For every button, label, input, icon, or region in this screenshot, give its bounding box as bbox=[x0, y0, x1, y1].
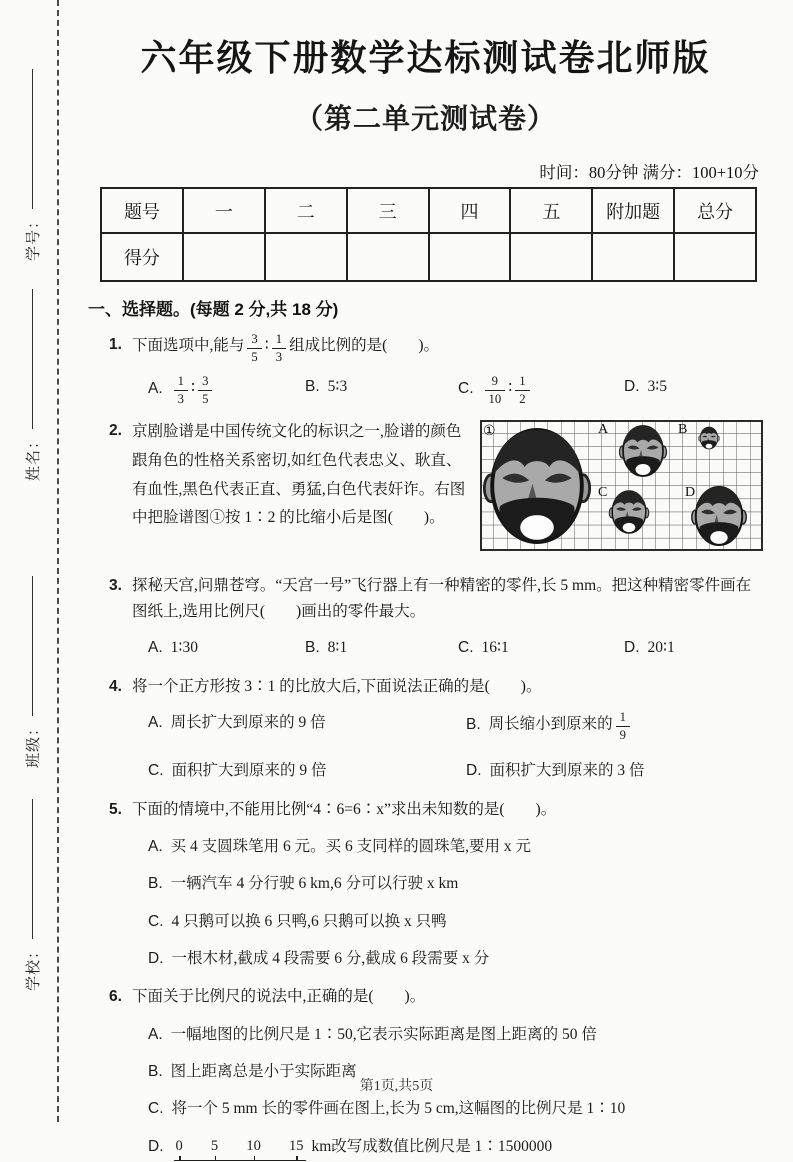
question-6 bbox=[88, 984, 763, 1162]
question-3-stem: 探秘天宫,问鼎苍穹。“天宫一号”飞行器上有一种精密的零件,长 5 mm。把这种精密零件画在图纸上,选用比例尺( )画出的零件最大。 bbox=[132, 576, 752, 621]
question-3 bbox=[88, 573, 763, 662]
question-6-number: 6. bbox=[109, 988, 122, 1006]
question-5-number: 5. bbox=[109, 800, 122, 818]
mask-label-b: B bbox=[678, 422, 688, 438]
scale-tick-5: 5 bbox=[209, 1134, 220, 1161]
q1-option-a-frac2 bbox=[198, 374, 212, 406]
q1-fraction-1 bbox=[247, 332, 261, 364]
q1-fraction-2 bbox=[272, 332, 286, 364]
question-3-number: 3. bbox=[109, 576, 122, 594]
q3-option-d-label: D. bbox=[624, 639, 640, 657]
score-cell-empty bbox=[429, 233, 511, 281]
score-table bbox=[100, 187, 757, 282]
paper-main-column bbox=[88, 0, 763, 1162]
q1-option-b-label: B. bbox=[305, 378, 320, 396]
q4-option-c-label: C. bbox=[148, 762, 164, 780]
q6-option-c bbox=[148, 1096, 763, 1122]
scale-tick-10: 10 bbox=[244, 1134, 263, 1161]
q1a-f1d: 3 bbox=[177, 391, 185, 406]
q4-option-a bbox=[148, 710, 466, 742]
question-1-stem bbox=[132, 332, 439, 364]
q3-option-b-label: B. bbox=[305, 639, 320, 657]
question-2-stem: 京剧脸谱是中国传统文化的标识之一,脸谱的颜色跟角色的性格关系密切,如红色代表忠义、耿直、有血性,黑色代表正直、勇猛,白色代表奸诈。右图中把脸谱图①按 1∶2 的比缩小后是图( )。 bbox=[132, 423, 466, 527]
q3-option-c-text: 16∶1 bbox=[481, 639, 509, 657]
q1c-f1n: 9 bbox=[485, 374, 506, 391]
question-4 bbox=[88, 674, 763, 785]
q5-option-d-text: 一根木材,截成 4 段需要 6 分,截成 6 段需要 x 分 bbox=[171, 950, 490, 967]
q4-option-d bbox=[466, 758, 763, 784]
sidebar-field-school bbox=[17, 799, 47, 991]
score-cell-empty bbox=[510, 233, 592, 281]
score-header-four: 四 bbox=[429, 188, 511, 233]
score-header-three: 三 bbox=[347, 188, 429, 233]
q4-option-b-text: 周长缩小到原来的 bbox=[488, 715, 613, 733]
q5-option-c-text: 4 只鹅可以换 6 只鸭,6 只鹅可以换 x 只鸭 bbox=[171, 912, 447, 930]
q6-option-d-label: D. bbox=[148, 1137, 164, 1155]
q1c-f2n: 1 bbox=[515, 374, 529, 391]
question-3-options bbox=[132, 635, 763, 661]
q6-option-a bbox=[148, 1022, 763, 1048]
score-header-extra: 附加题 bbox=[592, 188, 674, 233]
q6-option-d bbox=[148, 1134, 763, 1162]
q4-option-a-label: A. bbox=[148, 714, 163, 732]
question-1-options bbox=[132, 374, 763, 406]
q4-option-a-text: 周长扩大到原来的 9 倍 bbox=[170, 714, 326, 732]
question-4-stem: 将一个正方形按 3∶1 的比放大后,下面说法正确的是( )。 bbox=[132, 677, 542, 695]
score-cell-empty bbox=[347, 233, 429, 281]
q1-option-a bbox=[148, 374, 305, 406]
mask-label-source: ① bbox=[483, 424, 496, 440]
q1-option-c-frac2 bbox=[515, 374, 529, 406]
q1-option-d bbox=[624, 374, 763, 406]
q3-option-d bbox=[624, 635, 763, 661]
q1-frac1-numerator: 3 bbox=[247, 332, 261, 349]
opera-mask-figure bbox=[480, 420, 763, 560]
q1-option-a-frac1 bbox=[174, 374, 188, 406]
scale-tick-15: 15 bbox=[287, 1134, 306, 1161]
score-header-total: 总分 bbox=[674, 188, 756, 233]
q3-option-a-label: A. bbox=[148, 639, 163, 657]
q4-option-b-label: B. bbox=[466, 715, 481, 733]
school-label: 学校： bbox=[24, 942, 42, 991]
q4-option-d-label: D. bbox=[466, 762, 482, 780]
q1-frac1-denominator: 5 bbox=[251, 349, 258, 364]
question-2-number: 2. bbox=[109, 422, 122, 440]
q6-option-a-label: A. bbox=[148, 1025, 163, 1043]
q4b-frac-den: 9 bbox=[619, 727, 627, 742]
q5-option-b-label: B. bbox=[148, 875, 163, 893]
sidebar-field-name bbox=[17, 289, 47, 481]
page-title: 六年级下册数学达标测试卷北师版 bbox=[140, 37, 711, 78]
q1c-f2d: 2 bbox=[519, 391, 526, 406]
q1-option-b-text: 5∶3 bbox=[327, 378, 348, 396]
name-blank-line bbox=[31, 289, 33, 429]
score-table-header-row bbox=[101, 188, 756, 233]
score-row-label: 得分 bbox=[101, 233, 183, 281]
question-6-stem: 下面关于比例尺的说法中,正确的是( )。 bbox=[132, 988, 426, 1006]
score-header-two: 二 bbox=[265, 188, 347, 233]
student-number-blank-line bbox=[31, 69, 33, 209]
q5-option-d-label: D. bbox=[148, 950, 164, 967]
score-cell-empty bbox=[265, 233, 347, 281]
class-blank-line bbox=[31, 576, 33, 716]
q1-option-d-label: D. bbox=[624, 378, 640, 396]
q6-option-c-text: 将一个 5 mm 长的零件画在图上,长为 5 cm,这幅图的比例尺是 1∶10 bbox=[171, 1100, 626, 1118]
mask-label-c: C bbox=[598, 485, 608, 501]
q5-option-b-text: 一辆汽车 4 分行驶 6 km,6 分可以行驶 x km bbox=[170, 875, 459, 893]
question-4-number: 4. bbox=[109, 677, 122, 695]
q1a-f2n: 3 bbox=[198, 374, 212, 391]
class-label: 班级： bbox=[24, 719, 42, 768]
page-subtitle: （第二单元测试卷） bbox=[294, 103, 556, 134]
q3-option-a bbox=[148, 635, 305, 661]
sidebar-field-class bbox=[17, 576, 47, 768]
mask-label-a: A bbox=[598, 422, 609, 438]
question-4-options bbox=[132, 710, 763, 785]
q3-option-b-text: 8∶1 bbox=[327, 639, 348, 657]
q3-option-d-text: 20∶1 bbox=[647, 639, 675, 657]
q1a-f2d: 5 bbox=[202, 391, 209, 406]
q5-option-a-text: 买 4 支圆珠笔用 6 元。买 6 支同样的圆珠笔,要用 x 元 bbox=[170, 837, 532, 855]
q3-option-a-text: 1∶30 bbox=[170, 639, 198, 657]
q4b-frac-num: 1 bbox=[616, 710, 630, 727]
q6-option-c-label: C. bbox=[148, 1100, 164, 1118]
q1-option-a-sep: ∶ bbox=[191, 379, 196, 397]
q1-option-c-sep: ∶ bbox=[508, 379, 513, 397]
score-header-tihao: 题号 bbox=[101, 188, 183, 233]
score-cell-empty bbox=[183, 233, 265, 281]
name-label: 姓名： bbox=[24, 432, 42, 481]
q5-option-c-label: C. bbox=[148, 912, 164, 930]
time-score-info: 时间：80分钟 满分：100+10分 bbox=[539, 163, 759, 182]
question-2-body bbox=[132, 418, 763, 560]
mask-label-d: D bbox=[685, 485, 696, 501]
q4-option-c bbox=[148, 758, 466, 784]
q3-option-b bbox=[305, 635, 458, 661]
score-table-score-row bbox=[101, 233, 756, 281]
q6-option-b-text: 图上距离总是小于实际距离 bbox=[170, 1063, 357, 1081]
q1c-f1d: 10 bbox=[488, 391, 502, 406]
q1-ratio-separator: ∶ bbox=[264, 337, 269, 355]
q5-option-b bbox=[148, 871, 763, 897]
q5-option-a bbox=[148, 834, 763, 860]
question-5-options bbox=[132, 834, 763, 972]
q5-option-d bbox=[148, 946, 763, 972]
q6-option-d-text: km改写成数值比例尺是 1∶1500000 bbox=[311, 1137, 553, 1155]
q1-stem-post: 组成比例的是( )。 bbox=[289, 337, 439, 355]
q1-option-b bbox=[305, 374, 458, 406]
q4-option-d-text: 面积扩大到原来的 3 倍 bbox=[489, 762, 645, 780]
map-scale-bar bbox=[174, 1134, 306, 1162]
q1-option-c-frac1 bbox=[485, 374, 506, 406]
q3-option-c-label: C. bbox=[458, 639, 474, 657]
score-cell-empty bbox=[674, 233, 756, 281]
question-1-number: 1. bbox=[109, 336, 122, 353]
q5-option-c bbox=[148, 909, 763, 935]
question-5 bbox=[88, 797, 763, 973]
section-one-heading: 一、选择题。(每题 2 分,共 18 分) bbox=[88, 300, 339, 319]
q4-option-b bbox=[466, 710, 763, 742]
q1a-f1n: 1 bbox=[174, 374, 188, 391]
score-header-five: 五 bbox=[510, 188, 592, 233]
q1-option-c-label: C. bbox=[458, 379, 474, 397]
q3-option-c bbox=[458, 635, 624, 661]
q1-option-a-label: A. bbox=[148, 379, 163, 397]
question-1 bbox=[88, 332, 763, 406]
q4-option-c-text: 面积扩大到原来的 9 倍 bbox=[171, 762, 327, 780]
scale-tick-0: 0 bbox=[174, 1134, 185, 1161]
q1-frac2-denominator: 3 bbox=[275, 349, 283, 364]
q1-option-c bbox=[458, 374, 624, 406]
q6-option-a-text: 一幅地图的比例尺是 1∶50,它表示实际距离是图上距离的 50 倍 bbox=[170, 1025, 597, 1043]
question-5-stem: 下面的情境中,不能用比例“4∶6=6∶x”求出未知数的是( )。 bbox=[132, 800, 557, 818]
page-number-footer: 第1页,共5页 bbox=[359, 1079, 434, 1094]
student-number-label: 学号： bbox=[24, 212, 42, 261]
opera-mask-grid-image bbox=[480, 420, 763, 551]
school-blank-line bbox=[31, 799, 33, 939]
question-2 bbox=[88, 418, 763, 560]
q1-frac2-numerator: 1 bbox=[272, 332, 286, 349]
q6-option-b-label: B. bbox=[148, 1063, 163, 1081]
q4-option-b-fraction bbox=[616, 710, 630, 742]
sidebar-field-student-number bbox=[17, 69, 47, 261]
q1-stem-pre: 下面选项中,能与 bbox=[132, 337, 245, 355]
score-cell-empty bbox=[592, 233, 674, 281]
seal-dashed-line bbox=[57, 0, 59, 1122]
q5-option-a-label: A. bbox=[148, 837, 163, 855]
q1-option-d-text: 3∶5 bbox=[647, 378, 668, 396]
score-header-one: 一 bbox=[183, 188, 265, 233]
